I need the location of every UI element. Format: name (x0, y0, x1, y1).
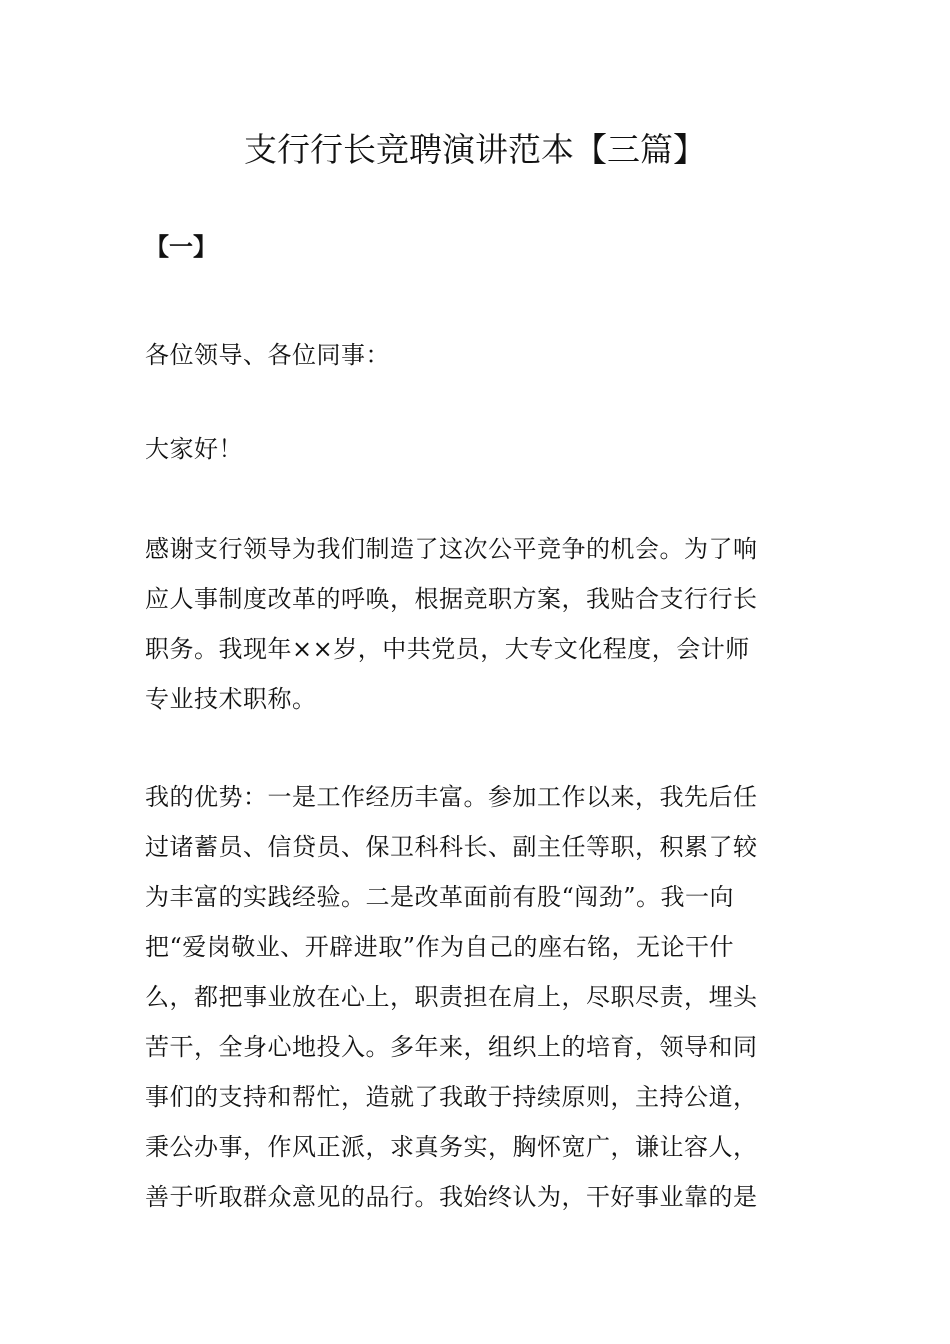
paragraph-advantages (145, 772, 807, 1222)
paragraph-line: 职务。我现年××岁，中共党员，大专文化程度，会计师 (145, 635, 750, 663)
document-title: 支行行长竞聘演讲范本【三篇】 (244, 130, 706, 169)
salutation (145, 330, 807, 380)
paragraph-line: 事们的支持和帮忙，造就了我敢于持续原则，主持公道， (145, 1083, 758, 1111)
paragraph-line: 过诸蓄员、信贷员、保卫科科长、副主任等职，积累了较 (145, 833, 758, 861)
paragraph-intro (145, 524, 807, 724)
paragraph-line: 专业技术职称。 (145, 685, 317, 713)
paragraph-line: 善于听取群众意见的品行。我始终认为，干好事业靠的是 (145, 1183, 758, 1211)
paragraph-line: 么，都把事业放在心上，职责担在肩上，尽职尽责，埋头 (145, 983, 758, 1011)
salutation-line: 各位领导、各位同事： (145, 341, 390, 369)
greeting (145, 424, 807, 474)
greeting-line: 大家好！ (145, 435, 243, 463)
paragraph-line: 秉公办事，作风正派，求真务实，胸怀宽广，谦让容人， (145, 1133, 758, 1161)
paragraph-line: 应人事制度改革的呼唤，根据竞职方案，我贴合支行行长 (145, 585, 758, 613)
paragraph-line: 苦干，全身心地投入。多年来，组织上的培育，领导和同 (145, 1033, 758, 1061)
paragraph-line: 感谢支行领导为我们制造了这次公平竞争的机会。为了响 (145, 535, 758, 563)
section-heading: 【一】 (145, 233, 217, 261)
paragraph-line: 为丰富的实践经验。二是改革面前有股“闯劲”。我一向 (145, 883, 735, 911)
paragraph-line: 把“爱岗敬业、开辟进取”作为自己的座右铭，无论干什 (145, 933, 735, 961)
paragraph-line: 我的优势：一是工作经历丰富。参加工作以来，我先后任 (145, 783, 758, 811)
